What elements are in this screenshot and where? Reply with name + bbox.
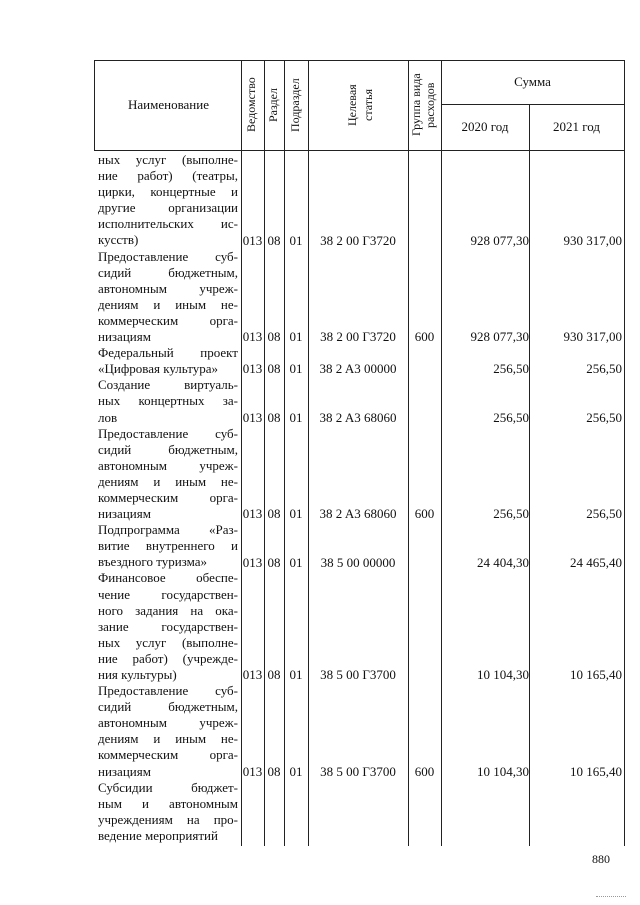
col-border-left [94,60,95,150]
name-line: коммерческим орга- [98,747,238,763]
header-celevaya-2: статья [361,89,375,121]
razdel-cell: 08 [267,361,281,377]
celevaya-cell: 38 2 A3 00000 [319,361,397,377]
sum-2020-cell: 928 077,30 [470,329,529,345]
header-bottom-border [94,150,624,151]
podrazdel-cell: 01 [289,361,303,377]
ved-cell: 013 [242,506,263,522]
gruppa-cell: 600 [414,329,435,345]
sum-2020-cell: 256,50 [493,506,529,522]
celevaya-cell: 38 2 00 Г3720 [320,329,396,345]
name-line: въездного туризма» [98,554,208,570]
name-line: ного задания на ока- [98,602,238,618]
razdel-cell: 08 [267,329,281,345]
name-line: Подпрограмма «Раз- [98,522,238,538]
razdel-cell: 08 [267,506,281,522]
razdel-cell: 08 [267,667,281,683]
sum-2020-cell: 24 404,30 [477,554,529,570]
name-line: сидий бюджетным, [98,441,238,457]
sum-2021-cell: 256,50 [586,361,622,377]
celevaya-cell: 38 5 00 Г3700 [320,763,396,779]
name-line: коммерческим орга- [98,489,238,505]
header-summa: Сумма [514,74,551,89]
celevaya-cell: 38 5 00 Г3700 [320,667,396,683]
celevaya-cell: 38 2 A3 68060 [319,409,397,425]
ved-cell: 013 [242,667,263,683]
sum-2021-cell: 930 317,00 [563,329,622,345]
col-border-pod [308,60,309,846]
name-line: автономным учреж- [98,715,238,731]
header-podrazdel: Подраздел [288,78,302,132]
sum-2020-cell: 256,50 [493,361,529,377]
name-line: ных услуг (выполне- [98,152,238,167]
header-name: Наименование [128,97,209,112]
sum-2020-cell: 10 104,30 [477,763,529,779]
sum-2021-cell: 10 165,40 [570,763,622,779]
name-line: ных услуг (выполне- [98,634,238,650]
name-line: учреждениям на про- [98,811,238,827]
name-line: дениям и иным не- [98,731,238,747]
sum-2020-cell: 256,50 [493,409,529,425]
name-line: лов [98,409,118,425]
podrazdel-cell: 01 [289,667,303,683]
razdel-cell: 08 [267,554,281,570]
razdel-cell: 08 [267,409,281,425]
name-line: низациям [98,329,151,345]
name-line: сидий бюджетным, [98,699,238,715]
ved-cell: 013 [242,232,263,248]
name-line: кусств) [98,232,139,248]
header-year-2021: 2021 год [553,119,600,134]
sum-2020-cell: 928 077,30 [470,232,529,248]
name-line: ния культуры) [98,667,177,682]
col-border-cel [408,60,409,846]
ved-cell: 013 [242,329,263,345]
name-line: витие внутреннего и [98,538,238,554]
name-line: ведение мероприятий [98,827,218,843]
sum-2020-cell: 10 104,30 [477,667,529,683]
podrazdel-cell: 01 [289,232,303,248]
ved-cell: 013 [242,361,263,377]
name-line: автономным учреж- [98,457,238,473]
name-line: дениям и иным не- [98,296,238,312]
ved-cell: 013 [242,409,263,425]
podrazdel-cell: 01 [289,329,303,345]
header-year-2020: 2020 год [461,119,509,134]
header-celevaya-1: Целевая [345,84,359,126]
celevaya-cell: 38 5 00 00000 [320,554,396,570]
name-line: Финансовое обеспе- [98,570,238,586]
sum-2021-cell: 24 465,40 [570,554,622,570]
name-line: Создание виртуаль- [98,377,238,393]
razdel-cell: 08 [267,232,281,248]
gruppa-cell: 600 [414,763,435,779]
name-line: ных концертных за- [98,393,238,409]
name-line: «Цифровая культура» [98,361,218,377]
name-line: чение государствен- [98,586,238,602]
header-vedomstvo: Ведомство [244,77,258,133]
name-column [98,152,238,844]
gruppa-cell: 600 [414,506,435,522]
header-gruppa-2: расходов [423,82,437,128]
col-border-raz [284,60,285,846]
header-razdel: Раздел [266,88,280,122]
col-border-right [624,60,625,846]
name-line: сидий бюджетным, [98,264,238,280]
name-line: низациям [98,763,151,779]
sum-2021-cell: 930 317,00 [563,232,622,248]
podrazdel-cell: 01 [289,763,303,779]
col-border-grp [441,60,442,846]
col-border-name [241,60,242,846]
celevaya-cell: 38 2 00 Г3720 [320,232,396,248]
sum-2021-cell: 10 165,40 [570,667,622,683]
name-line: дениям и иным не- [98,473,238,489]
name-line: ным и автономным [98,795,238,811]
sum-2021-cell: 256,50 [586,409,622,425]
ved-cell: 013 [242,554,263,570]
col-border-ved [264,60,265,846]
name-line: исполнительских ис- [98,216,238,232]
name-line: зание государствен- [98,618,238,634]
sum-2021-cell: 256,50 [586,506,622,522]
name-line: ние работ) (учрежде- [98,650,238,666]
scan-artifact [596,896,626,897]
page-number: 880 [592,852,610,866]
celevaya-cell: 38 2 A3 68060 [319,506,397,522]
name-line: ние работ) (театры, [98,168,238,184]
name-line: коммерческим орга- [98,312,238,328]
col-border-y1 [529,104,530,846]
header-gruppa-1: Группа вида [409,73,423,137]
name-line: Предоставление суб- [98,683,238,699]
podrazdel-cell: 01 [289,506,303,522]
name-line: Предоставление суб- [98,248,238,264]
name-line: низациям [98,506,151,522]
name-line: Федеральный проект [98,345,238,361]
name-line: автономным учреж- [98,280,238,296]
name-line: Субсидии бюджет- [98,779,238,795]
podrazdel-cell: 01 [289,409,303,425]
name-line: цирки, концертные и [98,184,238,200]
podrazdel-cell: 01 [289,554,303,570]
ved-cell: 013 [242,763,263,779]
name-line: другие организации [98,200,238,216]
razdel-cell: 08 [267,763,281,779]
name-line: Предоставление суб- [98,425,238,441]
